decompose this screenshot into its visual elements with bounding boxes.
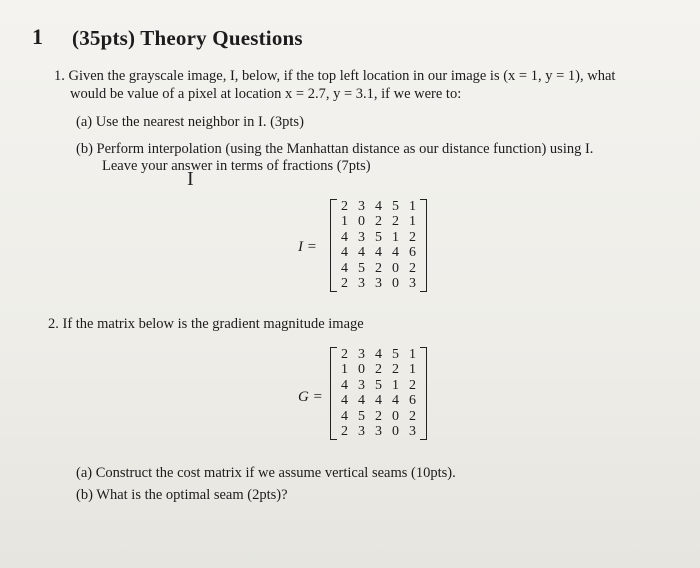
matrix-i-cell: 2 xyxy=(375,214,382,230)
matrix-i-cell: 5 xyxy=(358,260,365,276)
matrix-g-cell: 0 xyxy=(392,423,399,439)
matrix-g-cell: 1 xyxy=(341,362,348,378)
text-cursor-icon: I xyxy=(187,168,194,190)
matrix-i-cell: 1 xyxy=(392,229,399,245)
matrix-g-cell: 5 xyxy=(375,377,382,393)
matrix-g-cell: 4 xyxy=(375,393,382,409)
matrix-i-cell: 0 xyxy=(392,275,399,291)
matrix-i-cell: 4 xyxy=(392,245,399,261)
matrix-i-row xyxy=(331,214,426,229)
matrix-g-cell: 4 xyxy=(341,393,348,409)
matrix-i-cell: 3 xyxy=(409,275,416,291)
matrix-i-cell: 4 xyxy=(375,245,382,261)
matrix-i-cell: 3 xyxy=(358,275,365,291)
matrix-i-cell: 3 xyxy=(358,229,365,245)
matrix-i-cell: 4 xyxy=(375,199,382,214)
matrix-g-cell: 2 xyxy=(341,423,348,439)
matrix-g-cell: 0 xyxy=(358,362,365,378)
matrix-g-cell: 1 xyxy=(409,347,416,362)
matrix-i-row xyxy=(331,276,426,291)
matrix-g-row xyxy=(331,347,426,362)
matrix-i xyxy=(330,199,427,292)
matrix-g-row xyxy=(331,378,426,393)
matrix-g xyxy=(330,347,427,440)
question-1-part-b-line-2: Leave your answer in terms of fractions (7pts) xyxy=(102,158,371,174)
matrix-i-cell: 6 xyxy=(409,245,416,261)
matrix-g-cell: 2 xyxy=(341,347,348,362)
matrix-i-cell: 0 xyxy=(392,260,399,276)
matrix-i-row xyxy=(331,245,426,260)
question-1-line-2: would be value of a pixel at location x = 2.7, y = 3.1, if we were to: xyxy=(70,86,462,102)
matrix-i-row xyxy=(331,261,426,276)
matrix-g-cell: 3 xyxy=(375,423,382,439)
matrix-g-cell: 2 xyxy=(375,408,382,424)
matrix-i-cell: 3 xyxy=(358,199,365,214)
matrix-i-cell: 2 xyxy=(392,214,399,230)
matrix-i-cell: 4 xyxy=(341,229,348,245)
section-number: 1 xyxy=(32,24,43,49)
matrix-g-cell: 4 xyxy=(392,393,399,409)
matrix-g-label: G = xyxy=(298,389,323,405)
matrix-i-cell: 5 xyxy=(375,229,382,245)
matrix-i-cell: 2 xyxy=(409,260,416,276)
matrix-g-row xyxy=(331,362,426,377)
matrix-g-cell: 6 xyxy=(409,393,416,409)
matrix-g-cell: 1 xyxy=(409,362,416,378)
matrix-g-cell: 3 xyxy=(358,423,365,439)
matrix-g-cell: 2 xyxy=(409,408,416,424)
matrix-g-cell: 2 xyxy=(409,377,416,393)
matrix-i-row xyxy=(331,230,426,245)
matrix-g-cell: 4 xyxy=(341,377,348,393)
matrix-g-cell: 4 xyxy=(341,408,348,424)
matrix-i-cell: 2 xyxy=(341,275,348,291)
matrix-i-row xyxy=(331,199,426,214)
matrix-g-cell: 0 xyxy=(392,408,399,424)
matrix-i-cell: 0 xyxy=(358,214,365,230)
matrix-i-cell: 1 xyxy=(341,214,348,230)
matrix-g-cell: 5 xyxy=(392,347,399,362)
matrix-i-cell: 1 xyxy=(409,214,416,230)
matrix-i-cell: 4 xyxy=(341,260,348,276)
matrix-i-cell: 3 xyxy=(375,275,382,291)
matrix-g-row xyxy=(331,409,426,424)
matrix-g-cell: 3 xyxy=(358,377,365,393)
question-1-part-a: (a) Use the nearest neighbor in I. (3pts) xyxy=(76,114,304,130)
matrix-i-cell: 4 xyxy=(341,245,348,261)
matrix-g-cell: 4 xyxy=(375,347,382,362)
matrix-g-row xyxy=(331,424,426,439)
matrix-g-cell: 2 xyxy=(375,362,382,378)
matrix-g-cell: 5 xyxy=(358,408,365,424)
question-1-part-b-line-1: (b) Perform interpolation (using the Manhattan distance as our distance function) using I. xyxy=(76,141,594,157)
question-1-line-1: 1. Given the grayscale image, I, below, if the top left location in our image is (x = 1, y = 1), what xyxy=(54,68,616,84)
matrix-i-cell: 2 xyxy=(341,199,348,214)
matrix-i-cell: 2 xyxy=(409,229,416,245)
matrix-g-cell: 3 xyxy=(409,423,416,439)
matrix-g-row xyxy=(331,393,426,408)
question-2-part-b: (b) What is the optimal seam (2pts)? xyxy=(76,487,288,503)
matrix-i-cell: 2 xyxy=(375,260,382,276)
question-2-line-1: 2. If the matrix below is the gradient magnitude image xyxy=(48,316,364,332)
question-2-part-a: (a) Construct the cost matrix if we assume vertical seams (10pts). xyxy=(76,465,456,481)
matrix-g-cell: 4 xyxy=(358,393,365,409)
matrix-i-cell: 4 xyxy=(358,245,365,261)
matrix-g-cell: 1 xyxy=(392,377,399,393)
matrix-i-label: I = xyxy=(298,239,317,255)
matrix-i-cell: 5 xyxy=(392,199,399,214)
section-title: (35pts) Theory Questions xyxy=(72,26,303,50)
matrix-g-cell: 3 xyxy=(358,347,365,362)
matrix-g-cell: 2 xyxy=(392,362,399,378)
matrix-i-cell: 1 xyxy=(409,199,416,214)
